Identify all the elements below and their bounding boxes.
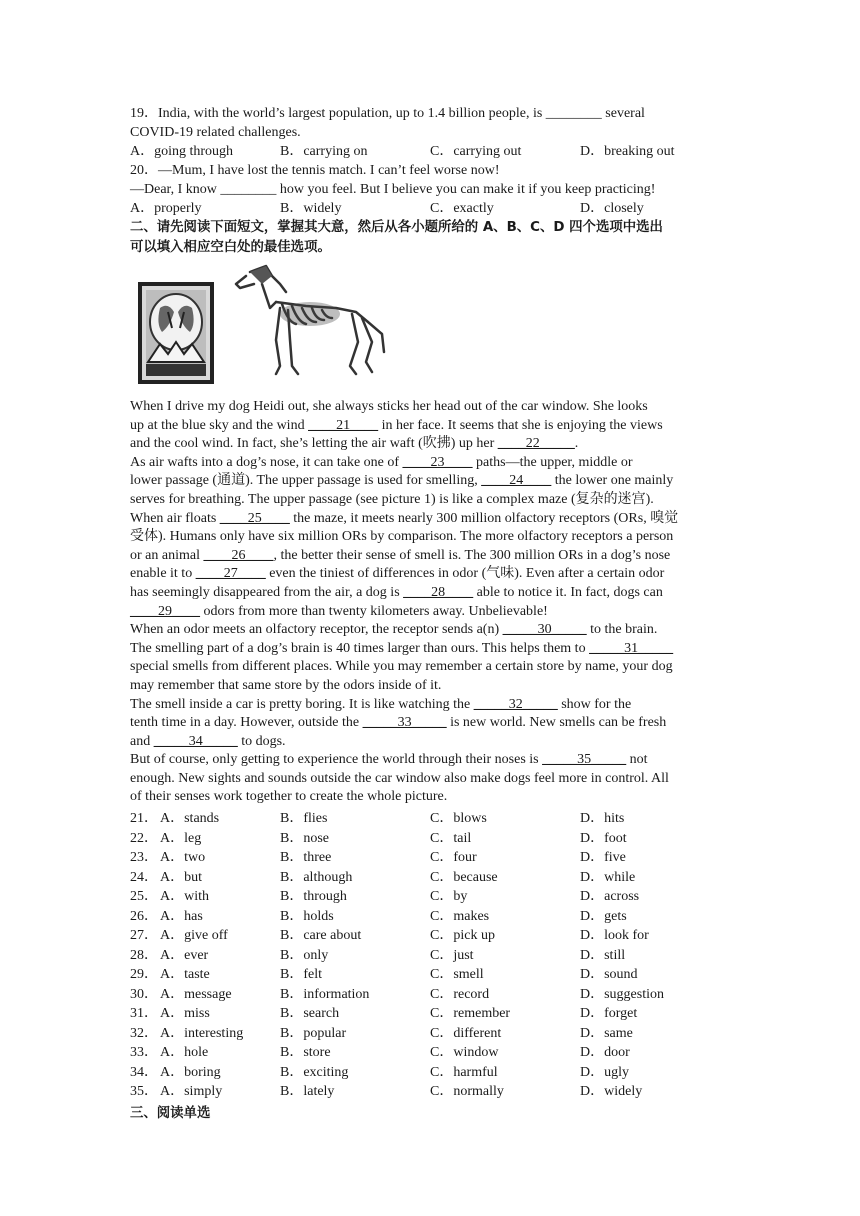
option-d: D．while (580, 869, 636, 885)
passage-text: paths—the upper, middle or (472, 454, 633, 470)
passage-text: is new world. New smells can be fresh (446, 715, 667, 731)
blank-marker: ____24____ (481, 473, 552, 489)
passage-line (130, 417, 740, 436)
passage-text: serves for breathing. The upper passage (see picture 1) is like a complex maze (复杂的迷宫). (130, 491, 654, 507)
blank-marker: ____22_____ (497, 436, 575, 452)
option-a: A．simply (160, 1084, 223, 1100)
section-2-heading-line2: 可以填入相应空白处的最佳选项。 (130, 240, 331, 255)
question-number: 35． (130, 1084, 158, 1100)
option-a: A．properly (130, 201, 202, 216)
option-a: A．miss (160, 1006, 210, 1022)
option-d: D．ugly (580, 1064, 629, 1080)
section-2-heading (130, 218, 740, 258)
question-number: 23． (130, 850, 158, 866)
question-20 (130, 161, 740, 218)
passage-line (130, 714, 740, 733)
option-d: D．across (580, 889, 640, 905)
blank-marker: _____35_____ (542, 752, 627, 768)
passage-text: When air floats (130, 510, 220, 526)
option-d: D．hits (580, 811, 625, 827)
passage-text: When an odor meets an olfactory receptor, the receptor sends a(n) (130, 622, 503, 638)
passage-figures (130, 262, 740, 392)
option-row (130, 1024, 740, 1044)
question-number: 30． (130, 986, 158, 1002)
blank-marker: ____23____ (402, 454, 473, 470)
option-b: B．carrying on (280, 144, 368, 159)
option-b: B．store (280, 1045, 331, 1061)
blank-marker: ____25____ (219, 510, 290, 526)
passage-line (130, 398, 740, 417)
passage-line (130, 510, 740, 529)
question-number: 24． (130, 869, 158, 885)
question-number: 28． (130, 947, 158, 963)
option-d: D．gets (580, 908, 627, 924)
option-b: B．search (280, 1006, 340, 1022)
option-b: B．felt (280, 967, 322, 983)
option-c: C．smell (430, 967, 484, 983)
option-c: C．normally (430, 1084, 504, 1100)
option-a: A．boring (160, 1064, 221, 1080)
passage-line (130, 547, 740, 566)
blank-marker: ____26____ (203, 547, 274, 563)
passage-text: When I drive my dog Heidi out, she always sticks her head out of the car window. She looks (130, 399, 648, 414)
passage-text: has seemingly disappeared from the air, a dog is (130, 584, 404, 600)
option-d: D．door (580, 1045, 630, 1061)
blank-marker: _____32_____ (473, 696, 558, 712)
option-c: C．harmful (430, 1064, 498, 1080)
question-number: 22． (130, 830, 158, 846)
passage-text: or an animal (130, 547, 204, 563)
option-a: A．but (160, 869, 202, 885)
passage-line (130, 435, 740, 454)
passage-line (130, 621, 740, 640)
passage-line (130, 603, 740, 622)
passage-text: tenth time in a day. However, outside the (130, 715, 363, 731)
question-20-stem-line2: —Dear, I know ________ how you feel. But I believe you can make it if you keep practicing! (130, 182, 656, 197)
option-a: A．two (160, 850, 206, 866)
section-2-heading-line1: 二、请先阅读下面短文，掌握其大意，然后从各小题所给的 A、B、C、D 四个选项中选出 (130, 220, 663, 235)
question-20-options (130, 199, 740, 218)
passage-text: , the better their sense of smell is. The 300 million ORs in a dog’s nose (273, 547, 671, 563)
option-d: D．closely (580, 201, 644, 216)
dog-skeleton-image (226, 262, 388, 380)
option-row (130, 1063, 740, 1083)
blank-marker: ____21____ (308, 417, 379, 433)
passage (130, 398, 740, 807)
question-20-stem-line1: 20．—Mum, I have lost the tennis match. I can’t feel worse now! (130, 163, 500, 178)
passage-line (130, 788, 740, 807)
passage-text: in her face. It seems that she is enjoying the views (378, 417, 663, 433)
question-number: 26． (130, 908, 158, 924)
option-d: D．same (580, 1025, 633, 1041)
option-row (130, 965, 740, 985)
question-number: 25． (130, 889, 158, 905)
question-number: 27． (130, 928, 158, 944)
option-row (130, 1043, 740, 1063)
passage-text: lower passage (通道). The upper passage is used for smelling, (130, 473, 482, 489)
option-a: A．going through (130, 144, 234, 159)
option-c: C．four (430, 850, 477, 866)
option-row (130, 926, 740, 946)
question-19-options (130, 142, 740, 161)
passage-text: enable it to (130, 566, 196, 582)
passage-text: and the cool wind. In fact, she’s letting the air waft (吹拂) up her (130, 436, 498, 452)
option-c: C．tail (430, 830, 472, 846)
passage-line (130, 696, 740, 715)
passage-line (130, 751, 740, 770)
exam-page (130, 104, 740, 1124)
passage-text: even the tiniest of differences in odor (气味). Even after a certain odor (265, 566, 665, 582)
option-d: D．look for (580, 928, 649, 944)
option-row (130, 1004, 740, 1024)
option-row (130, 848, 740, 868)
option-b: B．through (280, 889, 347, 905)
passage-line (130, 491, 740, 510)
blank-marker: _____31_____ (589, 640, 674, 656)
passage-text: of their senses work together to create the whole picture. (130, 789, 448, 805)
option-a: A．leg (160, 830, 202, 846)
passage-text: the maze, it meets nearly 300 million olfactory receptors (ORs, 嗅觉 (289, 510, 679, 526)
question-number: 31． (130, 1006, 158, 1022)
option-a: A．message (160, 986, 232, 1002)
blank-marker: _____33_____ (362, 715, 447, 731)
option-c: C．pick up (430, 928, 495, 944)
option-row (130, 887, 740, 907)
option-row (130, 868, 740, 888)
blank-marker: _____30_____ (502, 622, 587, 638)
option-row (130, 907, 740, 927)
option-d: D．still (580, 947, 626, 963)
option-b: B．only (280, 947, 329, 963)
option-c: C．different (430, 1025, 502, 1041)
option-row (130, 1082, 740, 1102)
option-c: C．just (430, 947, 474, 963)
options-table (130, 809, 740, 1102)
option-d: D．sound (580, 967, 638, 983)
option-c: C．carrying out (430, 144, 522, 159)
passage-text: to the brain. (586, 622, 658, 638)
option-c: C．exactly (430, 201, 494, 216)
passage-line (130, 733, 740, 752)
option-d: D．five (580, 850, 626, 866)
option-c: C．because (430, 869, 498, 885)
passage-text: and (130, 733, 154, 749)
question-number: 33． (130, 1045, 158, 1061)
option-b: B．exciting (280, 1064, 349, 1080)
option-d: D．breaking out (580, 144, 675, 159)
option-row (130, 946, 740, 966)
option-b: B．popular (280, 1025, 347, 1041)
option-b: B．holds (280, 908, 334, 924)
option-c: C．window (430, 1045, 499, 1061)
passage-text: up at the blue sky and the wind (130, 417, 309, 433)
option-d: D．suggestion (580, 986, 664, 1002)
passage-text: The smelling part of a dog’s brain is 40 times larger than ours. This helps them to (130, 640, 590, 656)
option-c: C．makes (430, 908, 490, 924)
option-c: C．blows (430, 811, 487, 827)
option-a: A．hole (160, 1045, 209, 1061)
passage-text: odors from more than twenty kilometers away. Unbelievable! (200, 603, 548, 619)
passage-line (130, 584, 740, 603)
question-19-stem-line1: 19．India, with the world’s largest population, up to 1.4 billion people, is ________ several (130, 106, 645, 121)
passage-line (130, 770, 740, 789)
option-b: B．widely (280, 201, 342, 216)
option-c: C．remember (430, 1006, 511, 1022)
passage-text: show for the (557, 696, 632, 712)
blank-marker: ____28____ (403, 584, 474, 600)
option-row (130, 829, 740, 849)
option-row (130, 809, 740, 829)
section-3-heading: 三、阅读单选 (130, 1105, 211, 1121)
question-number: 34． (130, 1064, 158, 1080)
option-a: A．taste (160, 967, 210, 983)
option-a: A．interesting (160, 1025, 244, 1041)
option-a: A．ever (160, 947, 209, 963)
option-b: B．care about (280, 928, 362, 944)
option-b: B．lately (280, 1084, 335, 1100)
option-b: B．although (280, 869, 353, 885)
option-b: B．nose (280, 830, 329, 846)
option-d: D．forget (580, 1006, 638, 1022)
option-d: D．foot (580, 830, 627, 846)
question-number: 29． (130, 967, 158, 983)
option-b: B．three (280, 850, 332, 866)
passage-text: enough. New sights and sounds outside the car window also make dogs feel more in control. All (130, 770, 669, 786)
passage-text: The smell inside a car is pretty boring. It is like watching the (130, 696, 474, 712)
nose-cross-section-image (138, 282, 214, 384)
passage-text: not (626, 752, 648, 768)
option-a: A．stands (160, 811, 220, 827)
blank-marker: ____29____ (130, 603, 200, 619)
passage-text: 受体). Humans only have six million ORs by comparison. The more olfactory receptors a person (130, 529, 674, 545)
option-a: A．give off (160, 928, 228, 944)
passage-line (130, 677, 740, 696)
passage-line (130, 528, 740, 547)
option-row (130, 985, 740, 1005)
option-a: A．with (160, 889, 209, 905)
question-19-stem-line2: COVID-19 related challenges. (130, 125, 301, 140)
question-19 (130, 104, 740, 161)
option-b: B．flies (280, 811, 328, 827)
passage-text: But of course, only getting to experience the world through their noses is (130, 752, 543, 768)
passage-text: . (574, 436, 579, 452)
option-c: C．record (430, 986, 490, 1002)
option-b: B．information (280, 986, 370, 1002)
blank-marker: ____27____ (195, 566, 266, 582)
passage-text: the lower one mainly (551, 473, 674, 489)
blank-marker: _____34_____ (153, 733, 238, 749)
passage-text: special smells from different places. While you may remember a certain store by name, your dog (130, 659, 673, 675)
passage-line (130, 658, 740, 677)
passage-line (130, 472, 740, 491)
passage-text: As air wafts into a dog’s nose, it can take one of (130, 454, 403, 470)
passage-text: to dogs. (237, 733, 286, 749)
option-c: C．by (430, 889, 468, 905)
passage-line (130, 640, 740, 659)
passage-line (130, 565, 740, 584)
passage-text: able to notice it. In fact, dogs can (473, 584, 663, 600)
passage-line (130, 454, 740, 473)
option-a: A．has (160, 908, 203, 924)
option-d: D．widely (580, 1084, 643, 1100)
question-number: 32． (130, 1025, 158, 1041)
question-number: 21． (130, 811, 158, 827)
passage-text: may remember that same store by the odors inside of it. (130, 677, 442, 693)
